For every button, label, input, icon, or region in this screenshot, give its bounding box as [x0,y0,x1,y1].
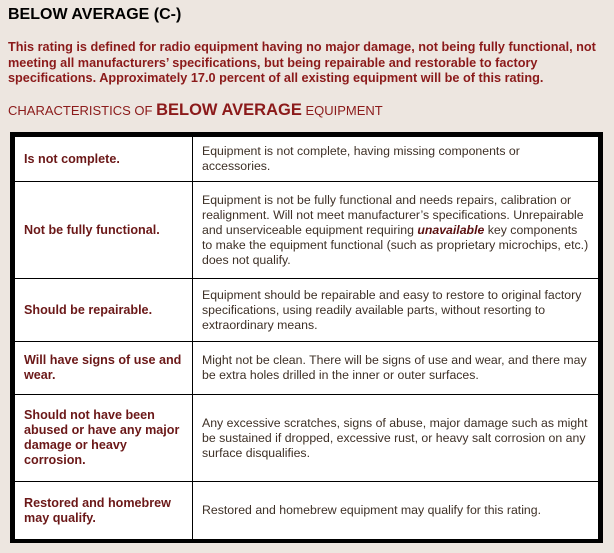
row-label: Is not complete. [15,137,193,182]
characteristics-table [14,136,599,540]
row-description: Any excessive scratches, signs of abuse, major damage such as might be sustained if dropped, excessive rust, or heavy salt corrosion on any surface disqualifies. [193,395,599,482]
row-label: Should not have been abused or have any major damage or heavy corrosion. [15,395,193,482]
rating-definition: This rating is defined for radio equipment having no major damage, not being fully functional, not meeting all manufacturers’ specifications, but being repairable and restorable to factory specifications. Approximately 17.0 percent of all existing equipment will be of this rating. [8,40,596,85]
characteristics-heading-emphasis: BELOW AVERAGE [156,101,302,119]
row-description: Equipment should be repairable and easy to restore to original factory specifications, using readily available parts, without resorting to extraordinary means. [193,279,599,342]
characteristics-heading-prefix: CHARACTERISTICS OF [8,103,157,118]
table-row [15,182,599,279]
characteristics-heading [8,99,383,122]
row-description: Equipment is not complete, having missing components or accessories. [193,137,599,182]
table-row [15,279,599,342]
table-row [15,482,599,540]
row-description: Might not be clean. There will be signs of use and wear, and there may be extra holes drilled in the inner or outer surfaces. [193,342,599,395]
table-row [15,395,599,482]
row-label: Restored and homebrew may qualify. [15,482,193,540]
page-title: BELOW AVERAGE (C-) [8,6,182,23]
row-description-part: Equipment is not be fully functional and needs repairs, calibration or realignment. Will not meet manufacturer’s specifications. Unrepairable and unserviceable equipment requiring [202,192,584,237]
row-label: Should be repairable. [15,279,193,342]
table-row [15,137,599,182]
characteristics-table-frame [10,132,603,543]
row-label: Not be fully functional. [15,182,193,279]
characteristics-heading-suffix: EQUIPMENT [301,103,383,118]
row-description [193,182,599,279]
row-description-emphasis: unavailable [417,222,485,237]
row-label: Will have signs of use and wear. [15,342,193,395]
row-description-part: key components to make the equipment functional (such as proprietary microchips, etc.) does not qualify. [202,222,589,267]
row-description: Restored and homebrew equipment may qualify for this rating. [193,482,599,540]
table-row [15,342,599,395]
